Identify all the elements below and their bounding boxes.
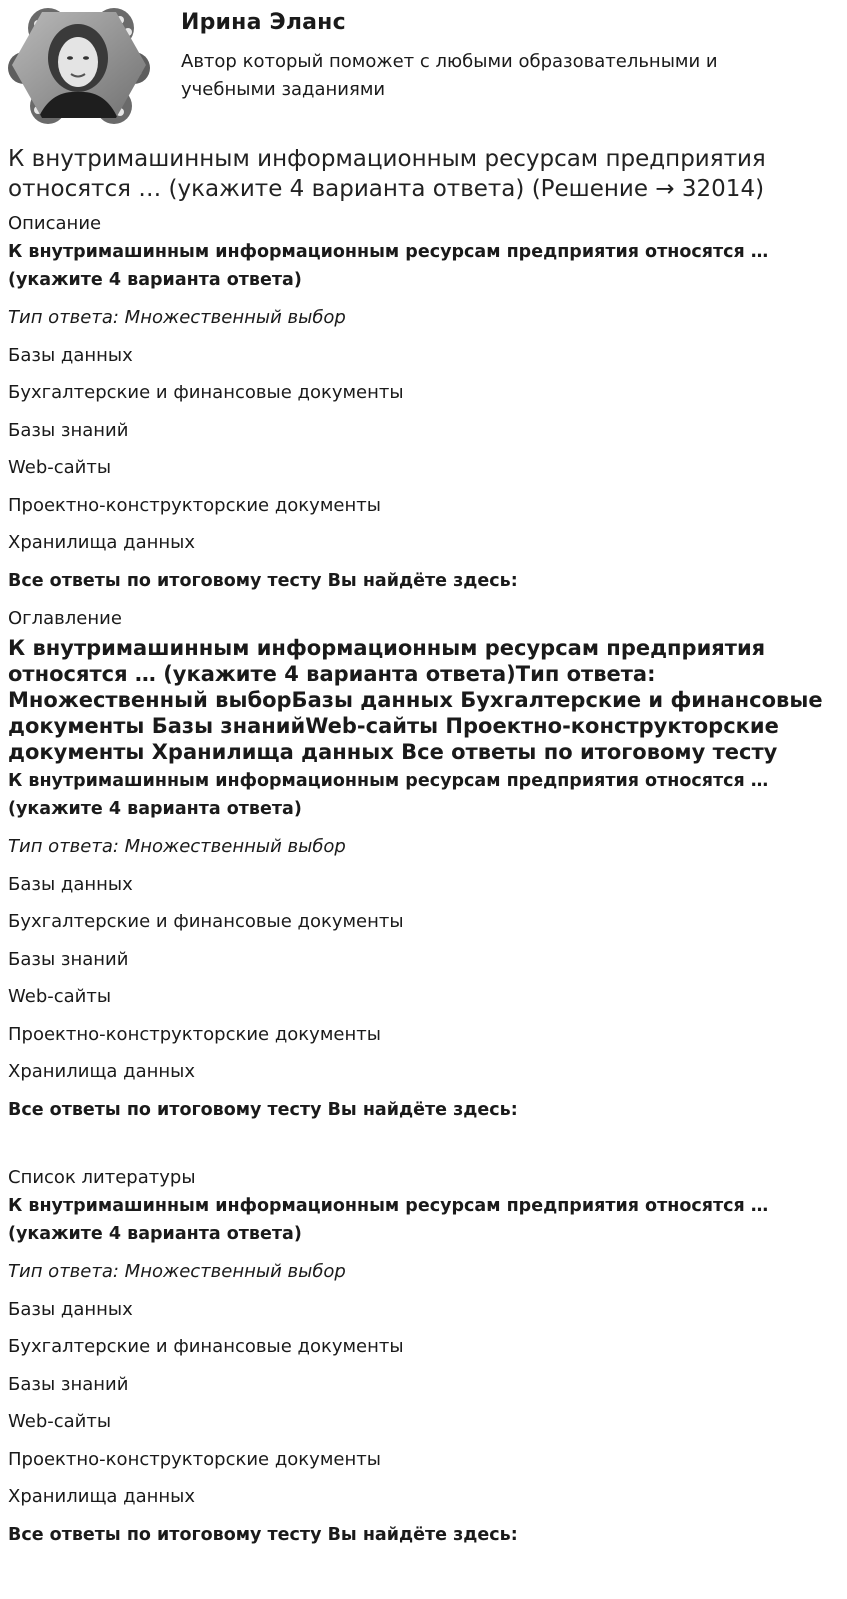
answer-option: Проектно-конструкторские документы [8, 1023, 381, 1045]
section-label-description: Описание [8, 213, 102, 234]
question-text: К внутримашинным информационным ресурсам предприятия относятся … (укажите 4 варианта ответа) [8, 771, 769, 819]
question-text: К внутримашинным информационным ресурсам предприятия относятся … (укажите 4 варианта ответа) [8, 242, 769, 290]
all-answers-text: Все ответы по итоговому тесту Вы найдёте здесь: [8, 1099, 518, 1120]
description-section [8, 212, 843, 593]
answer-option: Бухгалтерские и финансовые документы [8, 382, 404, 403]
answer-option: Базы данных [8, 873, 133, 895]
answer-option: Хранилища данных [8, 1486, 196, 1507]
author-name[interactable]: Ирина Эланс [181, 10, 346, 35]
answer-option: Web-сайты [8, 1411, 112, 1432]
answer-option: Бухгалтерские и финансовые документы [8, 911, 404, 932]
answer-option: Хранилища данных [8, 532, 196, 553]
question-text: К внутримашинным информационным ресурсам предприятия относятся … (укажите 4 варианта ответа) [8, 1196, 769, 1244]
answer-option: Базы данных [8, 1298, 133, 1320]
answer-option: Проектно-конструкторские документы [8, 1448, 381, 1470]
answer-option: Бухгалтерские и финансовые документы [8, 1336, 404, 1357]
answer-option: Web-сайты [8, 986, 112, 1007]
toc-heading: К внутримашинным информационным ресурсам предприятия относятся … (укажите 4 варианта ответа)Тип ответа: Множественный выборБазы данных Бухгалтерские и финансовые документы Базы знанийWeb-сайты Проектно-конструкторские документы Хранилища данных Все ответы по итоговому тесту [8, 636, 823, 764]
page-title: К внутримашинным информационным ресурсам предприятия относятся … (укажите 4 варианта ответа) (Решение → 32014) [8, 146, 766, 202]
toc-section [8, 607, 843, 1122]
answer-option: Базы данных [8, 344, 133, 366]
answer-option: Базы знаний [8, 948, 129, 970]
answer-option: Проектно-конструкторские документы [8, 494, 381, 516]
author-description: Автор который поможет с любыми образовательными и учебными заданиями [181, 51, 718, 100]
section-label-literature: Список литературы [8, 1167, 196, 1188]
answer-option: Базы знаний [8, 1373, 129, 1395]
all-answers-text: Все ответы по итоговому тесту Вы найдёте здесь: [8, 1524, 518, 1545]
answer-option: Базы знаний [8, 419, 129, 441]
answer-option: Хранилища данных [8, 1061, 196, 1082]
answer-option: Web-сайты [8, 457, 112, 478]
author-avatar[interactable] [8, 6, 150, 124]
answer-type: Тип ответа: Множественный выбор [8, 1261, 346, 1282]
all-answers-text: Все ответы по итоговому тесту Вы найдёте здесь: [8, 570, 518, 591]
answer-type: Тип ответа: Множественный выбор [8, 836, 346, 857]
answer-type: Тип ответа: Множественный выбор [8, 307, 346, 328]
literature-section [8, 1166, 843, 1547]
author-card [8, 0, 838, 140]
section-label-toc: Оглавление [8, 608, 122, 629]
page [8, 0, 838, 1545]
